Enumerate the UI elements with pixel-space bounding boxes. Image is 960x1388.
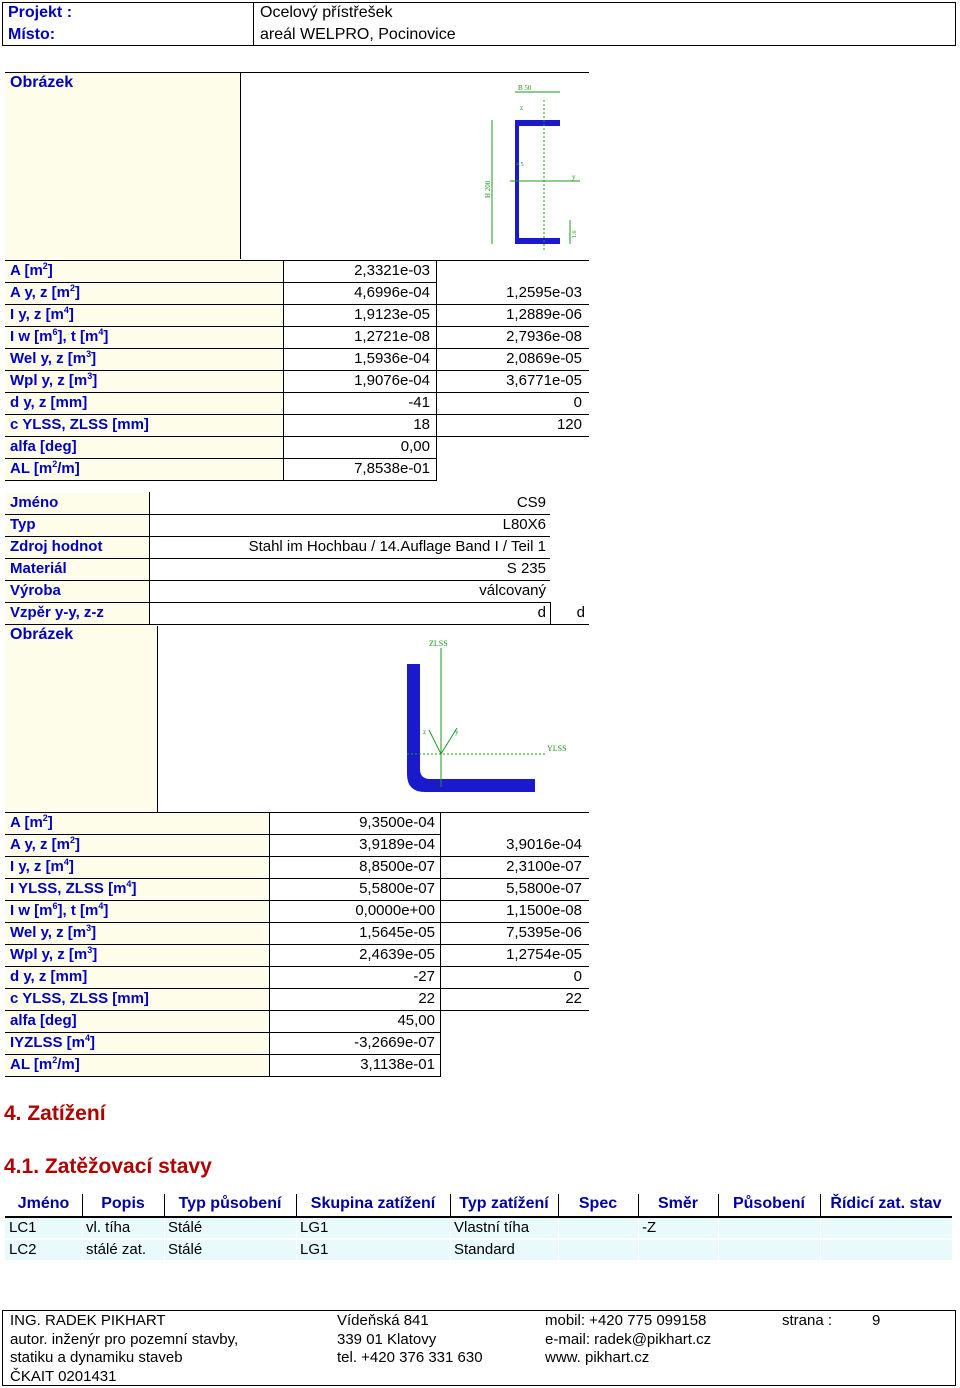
value-2: 5,5800e-07 [506, 880, 582, 897]
value-2 [440, 260, 582, 282]
loadcases-cell: Vlastní tíha [454, 1219, 530, 1236]
row-label-text: alfa [deg] [10, 1012, 77, 1029]
column-rule [440, 1032, 441, 1054]
column-rule [164, 1218, 165, 1238]
value-1: 1,5936e-04 [354, 350, 430, 367]
loadcases-cell: Stálé [168, 1219, 203, 1236]
c-profile-drawing [480, 80, 590, 255]
footer-page-label: strana : [782, 1312, 833, 1329]
c-profile-label-t1: 4.5 [516, 162, 524, 168]
column-rule [296, 1218, 297, 1238]
value-1: 5,5800e-07 [359, 880, 435, 897]
footer-address-line: tel. +420 376 331 630 [337, 1349, 483, 1366]
loadcases-header: Typ zatížení [459, 1195, 549, 1212]
column-rule [820, 1240, 821, 1260]
column-rule [164, 1240, 165, 1260]
l-profile-label-zlss: ZLSS [429, 639, 448, 648]
footer-author-line: ČKAIT 0201431 [10, 1367, 117, 1385]
column-rule [638, 1240, 639, 1260]
superscript: 2 [70, 835, 76, 845]
column-rule [283, 348, 284, 370]
section2-picture-divider [157, 626, 158, 812]
row-label-text: IYZLSS [m [10, 1034, 86, 1051]
row-label [10, 1054, 274, 1076]
value-1: 0,00 [400, 438, 430, 455]
row-label-text: A y, z [m [10, 836, 71, 853]
loadcases-cell [722, 1217, 820, 1239]
section2-picture-cell [5, 626, 157, 812]
row-label [10, 856, 274, 878]
row-label-text: /m] [57, 460, 80, 477]
row-label-text: Wel y, z [m [10, 350, 87, 367]
loadcases-cell [824, 1239, 952, 1261]
info-label: Jméno [10, 494, 59, 511]
value-1: 1,2721e-08 [354, 328, 430, 345]
column-rule [718, 1194, 719, 1216]
l-profile-label-z: z [423, 728, 427, 736]
row-label-text: ] [47, 814, 53, 831]
footer-address-line: Vídeňská 841 [337, 1312, 429, 1329]
value-1: 2,3321e-03 [354, 262, 430, 279]
column-rule [269, 922, 270, 944]
value-2 [445, 1010, 582, 1032]
row-label [10, 878, 274, 900]
superscript: 2 [70, 283, 76, 293]
superscript: 4 [126, 879, 132, 889]
value-1: 0,0000e+00 [355, 902, 435, 919]
value-1: 18 [413, 416, 430, 433]
l-profile-z-axis [429, 730, 441, 754]
column-rule [638, 1194, 639, 1216]
value-1: 45,00 [397, 1012, 435, 1029]
section1-picture-cell [5, 73, 240, 259]
column-rule [440, 1054, 441, 1076]
column-rule [436, 414, 437, 436]
row-label [10, 326, 288, 348]
value-1: 8,8500e-07 [359, 858, 435, 875]
heading-4-1: 4.1. Zatěžovací stavy [4, 1155, 212, 1178]
c-profile-label-z: z [520, 104, 524, 112]
column-rule [436, 260, 437, 282]
row-label-text: ] [90, 1034, 96, 1051]
row-label [10, 348, 288, 370]
column-rule [296, 1194, 297, 1216]
column-rule [436, 458, 437, 480]
column-rule [440, 812, 441, 834]
value-1: -27 [413, 968, 435, 985]
place-value: areál WELPRO, Pocinovice [260, 26, 456, 43]
column-rule [269, 966, 270, 988]
value-2 [440, 458, 582, 480]
column-rule [283, 304, 284, 326]
l-profile-drawing [385, 632, 585, 807]
info-value: S 235 [506, 560, 546, 577]
row-label [10, 370, 288, 392]
column-rule [283, 458, 284, 480]
row-label-text: Wpl y, z [m [10, 372, 88, 389]
row-label-text: ] [75, 284, 81, 301]
row-label-text: ] [91, 350, 97, 367]
column-rule [269, 856, 270, 878]
value-1: -41 [408, 394, 430, 411]
row-label [10, 392, 288, 414]
loadcases-cell: vl. tíha [86, 1219, 131, 1236]
column-rule [149, 492, 150, 514]
project-value: Ocelový přístřešek [260, 4, 393, 21]
row-label-text: alfa [deg] [10, 438, 77, 455]
row-label [10, 458, 288, 480]
value-2: 2,3100e-07 [506, 858, 582, 875]
value-2 [445, 812, 582, 834]
loadcases-cell: Standard [454, 1241, 515, 1258]
value-2: 1,2595e-03 [506, 284, 582, 301]
row-label [10, 260, 288, 282]
row-label-text: ] [68, 306, 74, 323]
column-rule [269, 834, 270, 856]
row-label [10, 282, 288, 304]
row-label [10, 414, 288, 436]
row-label-text: ] [103, 902, 109, 919]
row-label [10, 944, 274, 966]
value-2 [445, 1032, 582, 1054]
column-rule [558, 1218, 559, 1238]
row-label-text: A y, z [m [10, 284, 71, 301]
value-1: 1,9123e-05 [354, 306, 430, 323]
column-rule [440, 922, 441, 944]
row-label-text: ] [131, 880, 137, 897]
column-rule [558, 1194, 559, 1216]
column-rule [718, 1218, 719, 1238]
footer-author-line: statiku a dynamiku staveb [10, 1349, 183, 1366]
c-profile-label-b: B 50 [518, 84, 532, 92]
row-label-text: Wel y, z [m [10, 924, 87, 941]
column-rule [283, 326, 284, 348]
row-label [10, 304, 288, 326]
row-label-text: I y, z [m [10, 306, 64, 323]
column-rule [820, 1194, 821, 1216]
value-1: 2,4639e-05 [359, 946, 435, 963]
column-rule [296, 1240, 297, 1260]
row-label [10, 1032, 274, 1054]
info-value-2: d [576, 604, 585, 621]
column-rule [269, 878, 270, 900]
value-1: 22 [418, 990, 435, 1007]
row-label-text: /m] [57, 1056, 80, 1073]
column-rule [149, 514, 150, 536]
loadcases-cell [722, 1239, 820, 1261]
table-rule [5, 624, 589, 625]
column-rule [440, 900, 441, 922]
l-profile-label-ylss: YLSS [547, 744, 567, 753]
loadcases-cell: LG1 [300, 1241, 329, 1258]
row-label-text: AL [m [10, 460, 53, 477]
loadcases-cell: LG1 [300, 1219, 329, 1236]
value-1: 1,5645e-05 [359, 924, 435, 941]
loadcases-cell [642, 1239, 718, 1261]
row-label-text: ] [75, 836, 81, 853]
info-value: L80X6 [502, 516, 546, 533]
column-rule [436, 392, 437, 414]
heading-4: 4. Zatížení [4, 1102, 106, 1125]
column-rule [440, 1010, 441, 1032]
column-rule [269, 900, 270, 922]
column-rule [269, 988, 270, 1010]
column-rule [558, 1240, 559, 1260]
row-label-text: c YLSS, ZLSS [mm] [10, 990, 149, 1007]
column-rule [82, 1240, 83, 1260]
column-rule [283, 436, 284, 458]
value-2: 22 [565, 990, 582, 1007]
column-rule [436, 370, 437, 392]
column-rule [283, 414, 284, 436]
row-label-text: Wpl y, z [m [10, 946, 88, 963]
loadcases-header: Popis [101, 1195, 145, 1212]
value-2: 1,1500e-08 [506, 902, 582, 919]
column-rule [436, 436, 437, 458]
c-profile-label-y: y [572, 173, 576, 181]
column-rule [149, 602, 150, 624]
loadcases-cell [824, 1217, 952, 1239]
row-label-text: ] [92, 372, 98, 389]
column-rule [283, 260, 284, 282]
info-value: CS9 [516, 494, 546, 511]
header-box [2, 2, 956, 46]
column-rule [436, 348, 437, 370]
place-label: Místo: [8, 26, 56, 43]
row-label-text: d y, z [mm] [10, 968, 88, 985]
row-label [10, 436, 288, 458]
superscript: 4 [63, 857, 69, 867]
info-value: válcovaný [479, 582, 546, 599]
row-label-text: A [m [10, 814, 43, 831]
row-label-text: ], t [m [57, 328, 99, 345]
row-label [10, 988, 274, 1010]
section1-picture-label: Obrázek [10, 74, 74, 91]
superscript: 3 [87, 371, 93, 381]
footer-contact-line: www. pikhart.cz [545, 1349, 650, 1366]
section2-picture-label: Obrázek [10, 626, 74, 643]
column-rule [82, 1218, 83, 1238]
column-rule [440, 856, 441, 878]
footer-contact-line: mobil: +420 775 099158 [545, 1312, 707, 1329]
superscript: 2 [42, 813, 48, 823]
superscript: 3 [86, 349, 92, 359]
loadcases-cell: Stálé [168, 1241, 203, 1258]
value-2: 2,0869e-05 [506, 350, 582, 367]
row-label [10, 966, 274, 988]
column-rule [638, 1218, 639, 1238]
superscript: 4 [98, 327, 104, 337]
column-rule [269, 1054, 270, 1076]
loadcases-header: Směr [657, 1195, 699, 1212]
c-profile-label-t2: 1.6 [572, 230, 578, 238]
value-1: 3,9189e-04 [359, 836, 435, 853]
loadcases-cell: -Z [642, 1219, 657, 1236]
column-rule [149, 558, 150, 580]
c-profile-label-h: H 200 [484, 180, 492, 198]
info-label: Typ [10, 516, 36, 533]
value-2: 0 [573, 394, 582, 411]
footer-contact-line: e-mail: radek@pikhart.cz [545, 1330, 712, 1348]
header-divider [253, 2, 254, 46]
row-label [10, 834, 274, 856]
superscript: 2 [42, 261, 48, 271]
superscript: 2 [52, 459, 58, 469]
row-label-text: I y, z [m [10, 858, 64, 875]
value-2: 0 [573, 968, 582, 985]
value-2: 3,9016e-04 [506, 836, 582, 853]
value-2: 1,2754e-05 [506, 946, 582, 963]
value-2: 3,6771e-05 [506, 372, 582, 389]
column-rule [283, 282, 284, 304]
column-rule [436, 326, 437, 348]
column-rule [164, 1194, 165, 1216]
l-profile-label-y: y [455, 728, 459, 736]
footer-author-line: ING. RADEK PIKHART [10, 1312, 166, 1329]
row-label-text: A [m [10, 262, 43, 279]
value-1: 3,1138e-01 [360, 1056, 435, 1073]
info-value: Stahl im Hochbau / 14.Auflage Band I / Teil 1 [248, 538, 546, 555]
column-rule [550, 602, 551, 624]
column-rule [718, 1240, 719, 1260]
footer-author-line: autor. inženýr pro pozemní stavby, [10, 1330, 239, 1348]
row-label-text: ] [47, 262, 53, 279]
value-2: 1,2889e-06 [506, 306, 582, 323]
footer-address-line: 339 01 Klatovy [337, 1330, 437, 1348]
row-label-text: I YLSS, ZLSS [m [10, 880, 127, 897]
superscript: 4 [85, 1033, 91, 1043]
column-rule [436, 304, 437, 326]
loadcases-header: Typ působení [178, 1195, 282, 1212]
column-rule [283, 392, 284, 414]
row-label-text: d y, z [mm] [10, 394, 88, 411]
project-label: Projekt : [8, 4, 73, 21]
loadcases-header: Spec [578, 1195, 618, 1212]
row-label-text: ] [92, 946, 98, 963]
row-label-text: I w [m [10, 902, 53, 919]
value-2: 7,5395e-06 [506, 924, 582, 941]
loadcases-header: Skupina zatížení [310, 1195, 436, 1212]
column-rule [269, 1032, 270, 1054]
row-label-text: ] [68, 858, 74, 875]
row-label [10, 900, 274, 922]
column-rule [440, 944, 441, 966]
value-1: -3,2669e-07 [354, 1034, 435, 1051]
info-label: Materiál [10, 560, 67, 577]
column-rule [450, 1240, 451, 1260]
value-1: 7,8538e-01 [354, 460, 430, 477]
loadcases-cell [562, 1239, 638, 1261]
column-rule [440, 988, 441, 1010]
superscript: 4 [98, 901, 104, 911]
value-2 [440, 436, 582, 458]
value-1: 4,6996e-04 [354, 284, 430, 301]
value-2: 120 [556, 416, 582, 433]
column-rule [269, 944, 270, 966]
row-label [10, 1010, 274, 1032]
info-value: d [537, 604, 546, 621]
row-label-text: ] [103, 328, 109, 345]
superscript: 6 [52, 901, 58, 911]
superscript: 6 [52, 327, 58, 337]
column-rule [269, 1010, 270, 1032]
column-rule [450, 1194, 451, 1216]
loadcases-cell: stálé zat. [86, 1241, 147, 1258]
value-2 [445, 1054, 582, 1076]
column-rule [269, 812, 270, 834]
loadcases-header: Působení [732, 1195, 805, 1212]
table-rule [5, 480, 437, 481]
column-rule [440, 834, 441, 856]
loadcases-cell: LC2 [9, 1241, 37, 1258]
column-rule [82, 1194, 83, 1216]
loadcases-header: Jméno [17, 1195, 70, 1212]
row-label-text: I w [m [10, 328, 53, 345]
column-rule [820, 1218, 821, 1238]
value-1: 9,3500e-04 [359, 814, 435, 831]
column-rule [440, 966, 441, 988]
row-label-text: c YLSS, ZLSS [mm] [10, 416, 149, 433]
row-label-text: ], t [m [57, 902, 99, 919]
info-label: Zdroj hodnot [10, 538, 103, 555]
row-label [10, 812, 274, 834]
table-rule [5, 1076, 441, 1077]
footer-page-number: 9 [872, 1312, 881, 1329]
loadcases-cell [562, 1217, 638, 1239]
l-profile-shape [407, 664, 535, 792]
c-profile-shape [515, 120, 560, 244]
row-label-text: AL [m [10, 1056, 53, 1073]
column-rule [149, 536, 150, 558]
column-rule [436, 282, 437, 304]
superscript: 2 [52, 1055, 58, 1065]
value-1: 1,9076e-04 [354, 372, 430, 389]
superscript: 3 [87, 945, 93, 955]
column-rule [283, 370, 284, 392]
column-rule [440, 878, 441, 900]
info-label: Vzpěr y-y, z-z [10, 604, 104, 621]
row-label-text: ] [91, 924, 97, 941]
superscript: 4 [63, 305, 69, 315]
info-label: Výroba [10, 582, 61, 599]
superscript: 3 [86, 923, 92, 933]
value-2: 2,7936e-08 [506, 328, 582, 345]
section1-picture-divider [240, 73, 241, 259]
loadcases-header: Řídicí zat. stav [830, 1195, 942, 1212]
column-rule [149, 580, 150, 602]
column-rule [450, 1218, 451, 1238]
loadcases-cell: LC1 [9, 1219, 37, 1236]
row-label [10, 922, 274, 944]
